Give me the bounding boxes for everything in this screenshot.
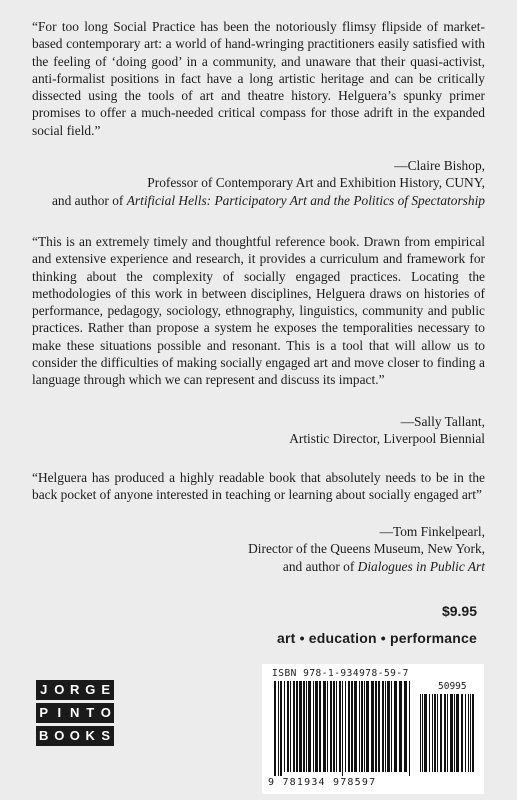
barcode-bar bbox=[284, 681, 285, 772]
barcode-bar bbox=[336, 681, 337, 772]
isbn-barcode bbox=[262, 664, 484, 794]
barcode-bar bbox=[399, 681, 402, 772]
barcode-bar bbox=[348, 681, 350, 772]
book-prefix: and author of bbox=[282, 558, 358, 574]
barcode-bar bbox=[296, 681, 298, 772]
quote-tallant: “This is an extremely timely and thoughtful reference book. Drawn from empirical and extensive experience and research, it provides a curriculum and framework for thinking about the complexity of socially engaged practices. Locating the methodologies of this work in between disciplines, Helguera draws on histories of performance, pedagogy, sociology, ethnography, linguistics, community and public practices. Rather than propose a system he exposes the temporalities necessary to make these situations possible and resonant. This is a tool that will allow us to consider the difficulties of making socially engaged art and move closer to finding a language through which we can represent and discuss its impact.” bbox=[32, 234, 485, 388]
ean-number: 9 781934 978597 bbox=[268, 777, 377, 788]
barcode-bar bbox=[287, 681, 289, 772]
logo-letter: I bbox=[52, 703, 68, 723]
logo-row-2 bbox=[36, 703, 114, 723]
book-title: Dialogues in Public Art bbox=[357, 558, 485, 574]
barcode-bar bbox=[290, 681, 291, 772]
barcode-bar bbox=[470, 694, 471, 772]
logo-letter: J bbox=[36, 680, 52, 700]
barcode-bar bbox=[387, 681, 390, 772]
barcode-bar bbox=[351, 681, 353, 772]
publisher-logo bbox=[36, 680, 114, 749]
attribution-book bbox=[25, 192, 485, 209]
barcode-bar bbox=[342, 681, 343, 776]
barcode-bar bbox=[313, 681, 314, 772]
quote-finkelpearl: “Helguera has produced a highly readable book that absolutely needs to be in the back pocket of anyone interested in teaching or learning about socially engaged art” bbox=[32, 470, 485, 503]
barcode-bar bbox=[429, 694, 430, 772]
logo-letter: K bbox=[83, 726, 99, 746]
logo-letter: O bbox=[52, 726, 68, 746]
barcode-bar bbox=[361, 681, 363, 772]
barcode-bar bbox=[422, 694, 423, 772]
logo-letter: G bbox=[83, 680, 99, 700]
category-tags: art • education • performance bbox=[277, 630, 477, 646]
barcode-bar bbox=[330, 681, 332, 772]
logo-letter: O bbox=[67, 726, 83, 746]
attribution-finkelpearl bbox=[25, 523, 485, 575]
barcode-bar bbox=[319, 681, 321, 772]
logo-letter: P bbox=[36, 703, 52, 723]
barcode-bar bbox=[371, 681, 374, 772]
attribution-role: Director of the Queens Museum, New York, bbox=[248, 541, 485, 557]
barcode-bar bbox=[461, 694, 463, 772]
barcode-bar bbox=[444, 694, 446, 772]
barcode-bar bbox=[432, 694, 433, 772]
barcode-bar bbox=[454, 694, 455, 772]
barcode-bar bbox=[299, 681, 302, 772]
barcode-bar bbox=[385, 681, 386, 772]
price: $9.95 bbox=[441, 603, 477, 619]
barcode-bar bbox=[440, 694, 442, 772]
barcode-bar bbox=[378, 681, 380, 772]
barcode-bar bbox=[323, 681, 326, 772]
barcode-bar bbox=[472, 694, 474, 772]
quote-bishop: “For too long Social Practice has been the notoriously flimsy flipside of market-based contemporary art: a world of hand-wringing practitioners easily satisfied with the feeling of ‘doing good’ in a community, and unaware that their quasi-activist, anti-formalist positions in fact have a long artistic heritage and can be critically dissected using the tools of art and theatre history. Helguera’s spunky primer promises to offer a much-needed critical compass for those adrift in the expanded social field.” bbox=[32, 19, 485, 138]
barcode-bar bbox=[404, 681, 407, 772]
attribution-book bbox=[25, 558, 485, 575]
barcode-bar bbox=[327, 681, 328, 772]
attribution-role: Artistic Director, Liverpool Biennial bbox=[289, 431, 485, 447]
barcode-bar bbox=[382, 681, 384, 772]
barcode-bar bbox=[315, 681, 318, 772]
logo-row-1 bbox=[36, 680, 114, 700]
barcode-bar bbox=[450, 694, 453, 772]
barcode-bar bbox=[293, 681, 295, 772]
barcode-bar bbox=[391, 681, 392, 772]
logo-letter: O bbox=[98, 703, 114, 723]
barcode-bar bbox=[465, 694, 466, 772]
logo-letter: N bbox=[67, 703, 83, 723]
barcode-bar bbox=[375, 681, 377, 772]
book-prefix: and author of bbox=[51, 192, 127, 208]
barcode-bar bbox=[409, 681, 410, 776]
barcode-bar bbox=[364, 681, 365, 772]
barcode-bar bbox=[359, 681, 360, 772]
isbn-label: ISBN 978-1-934978-59-7 bbox=[272, 668, 409, 679]
logo-letter: R bbox=[67, 680, 83, 700]
attribution-role: Professor of Contemporary Art and Exhibition History, CUNY, bbox=[147, 175, 485, 191]
logo-letter: B bbox=[36, 726, 52, 746]
barcode-bar bbox=[424, 694, 427, 772]
logo-row-3 bbox=[36, 726, 114, 746]
attribution-name: —Tom Finkelpearl, bbox=[379, 524, 485, 539]
book-title: Artificial Hells: Participatory Art and the Politics of Spectatorship bbox=[126, 192, 485, 208]
attribution-name: —Sally Tallant, bbox=[400, 414, 485, 429]
barcode-bar bbox=[447, 694, 448, 772]
barcode-bar bbox=[420, 694, 421, 772]
barcode-bar bbox=[437, 694, 438, 772]
barcode-bar bbox=[339, 681, 341, 772]
attribution-bishop bbox=[25, 157, 485, 209]
addon-number: 50995 bbox=[438, 681, 467, 692]
barcode-bar bbox=[456, 694, 459, 772]
barcode-bar bbox=[306, 681, 307, 772]
barcode-bar bbox=[468, 694, 469, 772]
barcode-bar bbox=[308, 681, 311, 772]
barcode-bar bbox=[278, 681, 279, 776]
barcode-bar bbox=[280, 681, 282, 776]
barcode-bar bbox=[333, 681, 335, 772]
barcode-bar bbox=[434, 694, 436, 772]
barcode-bar bbox=[274, 681, 276, 776]
logo-letter: E bbox=[98, 680, 114, 700]
barcode-bar bbox=[354, 681, 357, 772]
barcode-bar bbox=[303, 681, 305, 772]
attribution-name: —Claire Bishop, bbox=[394, 158, 485, 173]
attribution-tallant bbox=[25, 413, 485, 448]
logo-letter: S bbox=[98, 726, 114, 746]
logo-letter: O bbox=[52, 680, 68, 700]
barcode-bar bbox=[366, 681, 369, 772]
barcode-bar bbox=[345, 681, 346, 772]
logo-letter: T bbox=[83, 703, 99, 723]
barcode-bar bbox=[394, 681, 397, 772]
